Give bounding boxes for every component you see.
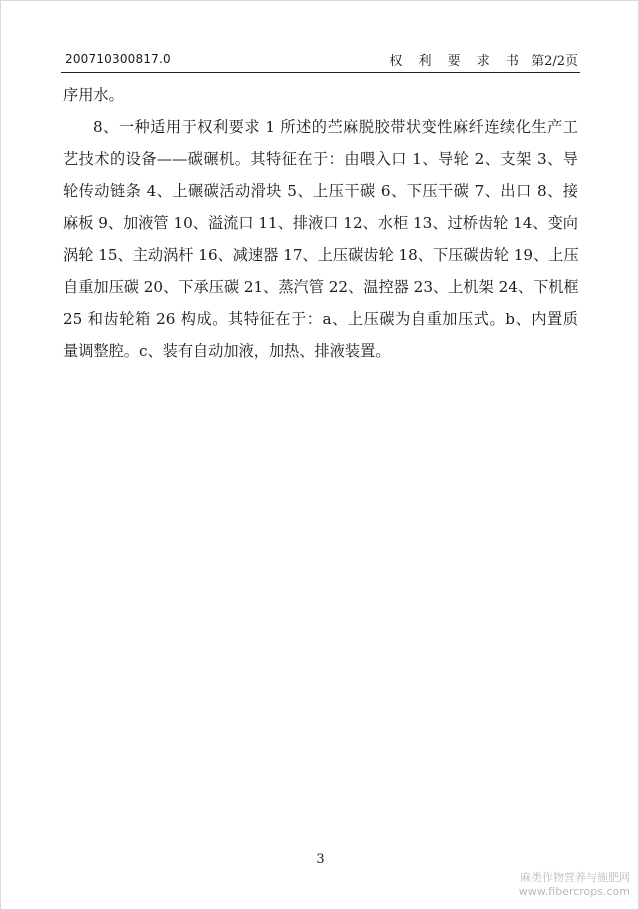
claim-text-line: 8、一种适用于权利要求 1 所述的苎麻脱胶带状变性麻纤连续化生产工 [93, 118, 578, 136]
claims-body [63, 79, 578, 367]
claim-text-line: 涡轮 15、主动涡杆 16、减速器 17、上压碳齿轮 18、下压碳齿轮 19、上压 [63, 246, 579, 264]
watermark-site-name: 麻类作物营养与施肥网 [520, 871, 630, 884]
claim-text-line: 麻板 9、加液管 10、溢流口 11、排液口 12、水柜 13、过桥齿轮 14、变向 [63, 214, 578, 232]
page-indicator: 第2/2页 [531, 54, 578, 69]
claim-text-line: 自重加压碳 20、下承压碳 21、蒸汽管 22、温控器 23、上机架 24、下机框 [63, 278, 579, 296]
site-watermark [519, 871, 630, 899]
watermark-site-url: www.fibercrops.com [518, 885, 630, 898]
page-number: 3 [316, 852, 325, 867]
document-header-title [389, 50, 578, 69]
header-divider [61, 72, 580, 73]
claim-text-line: 25 和齿轮箱 26 构成。其特征在于：a、上压碳为自重加压式。b、内置质 [63, 310, 578, 328]
claim-text-line: 艺技术的设备——碳碾机。其特征在于：由喂入口 1、导轮 2、支架 3、导 [63, 150, 578, 168]
claim-text-line: 序用水。 [63, 86, 124, 104]
patent-application-number: 200710300817.0 [65, 52, 171, 66]
claim-text-line: 轮传动链条 4、上碾碳活动滑块 5、上压干碳 6、下压干碳 7、出口 8、接 [63, 182, 578, 200]
document-type-label: 权 利 要 求 书 [389, 54, 525, 69]
claim-text-line: 量调整腔。c、装有自动加液，加热、排液装置。 [63, 342, 391, 360]
